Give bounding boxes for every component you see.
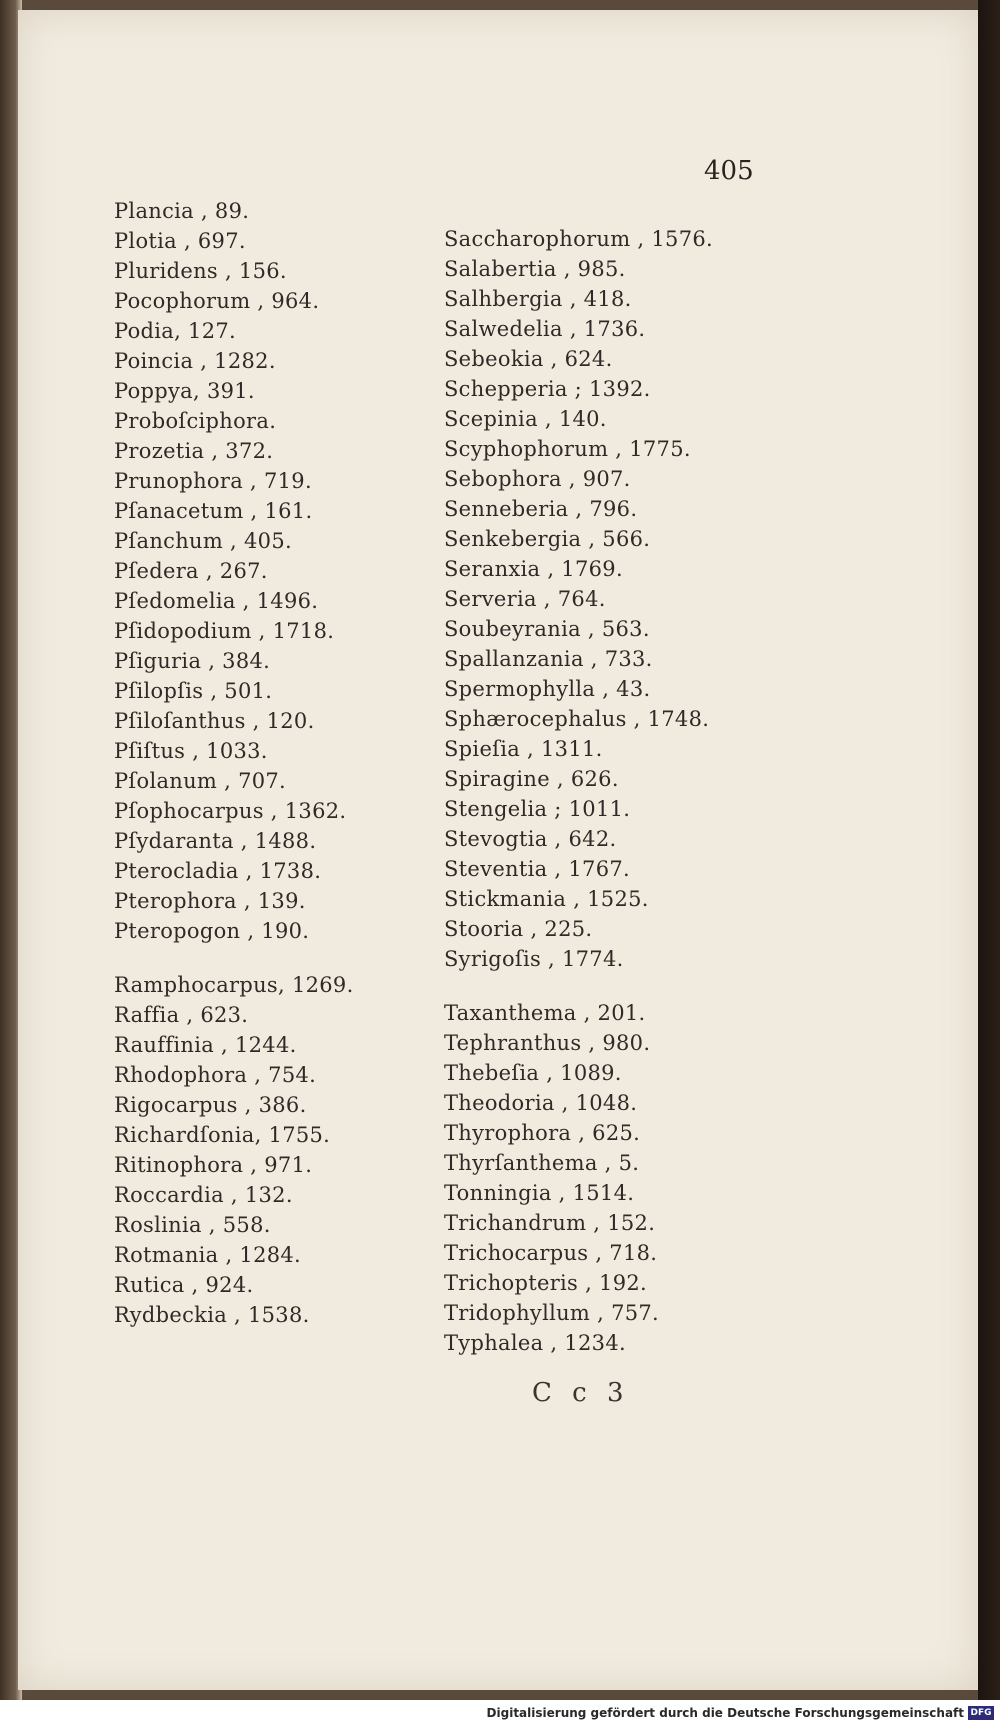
index-entry: Podia, 127.	[114, 319, 237, 343]
index-entry: Salabertia , 985.	[444, 257, 626, 281]
index-entry: Plancia , 89.	[114, 199, 250, 223]
index-entry: Pſolanum , 707.	[114, 769, 287, 793]
index-entry: Rigocarpus , 386.	[114, 1093, 307, 1117]
index-entry: Salhbergia , 418.	[444, 287, 632, 311]
index-entry: Taxanthema , 201.	[444, 1001, 646, 1025]
index-entry: Saccharophorum , 1576.	[444, 227, 713, 251]
index-entry: Trichandrum , 152.	[444, 1211, 656, 1235]
index-column-right-s	[444, 224, 804, 974]
index-entry: Spieſia , 1311.	[444, 737, 603, 761]
index-entry: Scyphophorum , 1775.	[444, 437, 691, 461]
dfg-logo: DFG	[968, 1706, 994, 1720]
index-entry: Proboſciphora.	[114, 409, 277, 433]
scan-background-edge	[978, 0, 1000, 1727]
index-entry: Prunophora , 719.	[114, 469, 312, 493]
index-entry: Raffia , 623.	[114, 1003, 249, 1027]
index-entry: Sebophora , 907.	[444, 467, 631, 491]
index-entry: Pteropogon , 190.	[114, 919, 310, 943]
index-entry: Pterocladia , 1738.	[114, 859, 322, 883]
index-entry: Roslinia , 558.	[114, 1213, 271, 1237]
index-column-left-r	[114, 970, 474, 1330]
index-entry: Spiragine , 626.	[444, 767, 619, 791]
page-number: 405	[704, 156, 754, 186]
index-entry: Poppya, 391.	[114, 379, 255, 403]
index-entry: Rydbeckia , 1538.	[114, 1303, 310, 1327]
index-entry: Pſedera , 267.	[114, 559, 268, 583]
index-entry: Typhalea , 1234.	[444, 1331, 626, 1355]
index-entry: Syrigoſis , 1774.	[444, 947, 624, 971]
index-entry: Senneberia , 796.	[444, 497, 638, 521]
index-entry: Pſedomelia , 1496.	[114, 589, 319, 613]
index-entry: Steventia , 1767.	[444, 857, 630, 881]
index-entry: Rotmania , 1284.	[114, 1243, 302, 1267]
digitization-footer	[0, 1700, 1000, 1727]
index-entry: Pterophora , 139.	[114, 889, 306, 913]
index-entry: Spermophylla , 43.	[444, 677, 651, 701]
index-entry: Pſophocarpus , 1362.	[114, 799, 347, 823]
index-entry: Salwedelia , 1736.	[444, 317, 646, 341]
index-entry: Soubeyrania , 563.	[444, 617, 650, 641]
index-entry: Tonningia , 1514.	[444, 1181, 635, 1205]
footer-credit-text: Digitalisierung gefördert durch die Deutsche Forschungsgemeinschaft	[486, 1706, 964, 1720]
index-entry: Pſidopodium , 1718.	[114, 619, 335, 643]
index-entry: Rhodophora , 754.	[114, 1063, 317, 1087]
index-entry: Senkebergia , 566.	[444, 527, 651, 551]
index-entry: Trichopteris , 192.	[444, 1271, 648, 1295]
index-entry: Sphærocephalus , 1748.	[444, 707, 710, 731]
index-entry: Pſiguria , 384.	[114, 649, 271, 673]
index-entry: Schepperia ; 1392.	[444, 377, 651, 401]
index-entry: Roccardia , 132.	[114, 1183, 293, 1207]
index-entry: Stevogtia , 642.	[444, 827, 617, 851]
index-entry: Rutica , 924.	[114, 1273, 254, 1297]
index-entry: Serveria , 764.	[444, 587, 606, 611]
index-entry: Pſanacetum , 161.	[114, 499, 313, 523]
index-entry: Tridophyllum , 757.	[444, 1301, 660, 1325]
index-entry: Pſanchum , 405.	[114, 529, 292, 553]
index-entry: Thebeſia , 1089.	[444, 1061, 622, 1085]
index-entry: Stooria , 225.	[444, 917, 593, 941]
index-column-right-t	[444, 998, 804, 1358]
index-entry: Pſydaranta , 1488.	[114, 829, 317, 853]
index-entry: Pocophorum , 964.	[114, 289, 320, 313]
index-entry: Pſiloſanthus , 120.	[114, 709, 315, 733]
index-entry: Richardſonia, 1755.	[114, 1123, 331, 1147]
catchword-signature: C c 3	[532, 1378, 630, 1408]
index-entry: Pluridens , 156.	[114, 259, 287, 283]
index-entry: Rauffinia , 1244.	[114, 1033, 297, 1057]
index-entry: Tephranthus , 980.	[444, 1031, 651, 1055]
index-entry: Pſilopſis , 501.	[114, 679, 273, 703]
index-entry: Scepinia , 140.	[444, 407, 607, 431]
index-entry: Poincia , 1282.	[114, 349, 276, 373]
index-column-left-p	[114, 196, 474, 946]
index-entry: Stickmania , 1525.	[444, 887, 649, 911]
index-entry: Stengelia ; 1011.	[444, 797, 631, 821]
index-entry: Theodoria , 1048.	[444, 1091, 638, 1115]
index-entry: Thyrophora , 625.	[444, 1121, 641, 1145]
index-entry: Trichocarpus , 718.	[444, 1241, 658, 1265]
index-entry: Plotia , 697.	[114, 229, 246, 253]
index-entry: Sebeokia , 624.	[444, 347, 613, 371]
index-entry: Ritinophora , 971.	[114, 1153, 313, 1177]
index-entry: Thyrſanthema , 5.	[444, 1151, 640, 1175]
index-entry: Prozetia , 372.	[114, 439, 274, 463]
index-entry: Spallanzania , 733.	[444, 647, 653, 671]
index-entry: Ramphocarpus, 1269.	[114, 973, 354, 997]
index-entry: Pſiſtus , 1033.	[114, 739, 268, 763]
index-entry: Seranxia , 1769.	[444, 557, 623, 581]
